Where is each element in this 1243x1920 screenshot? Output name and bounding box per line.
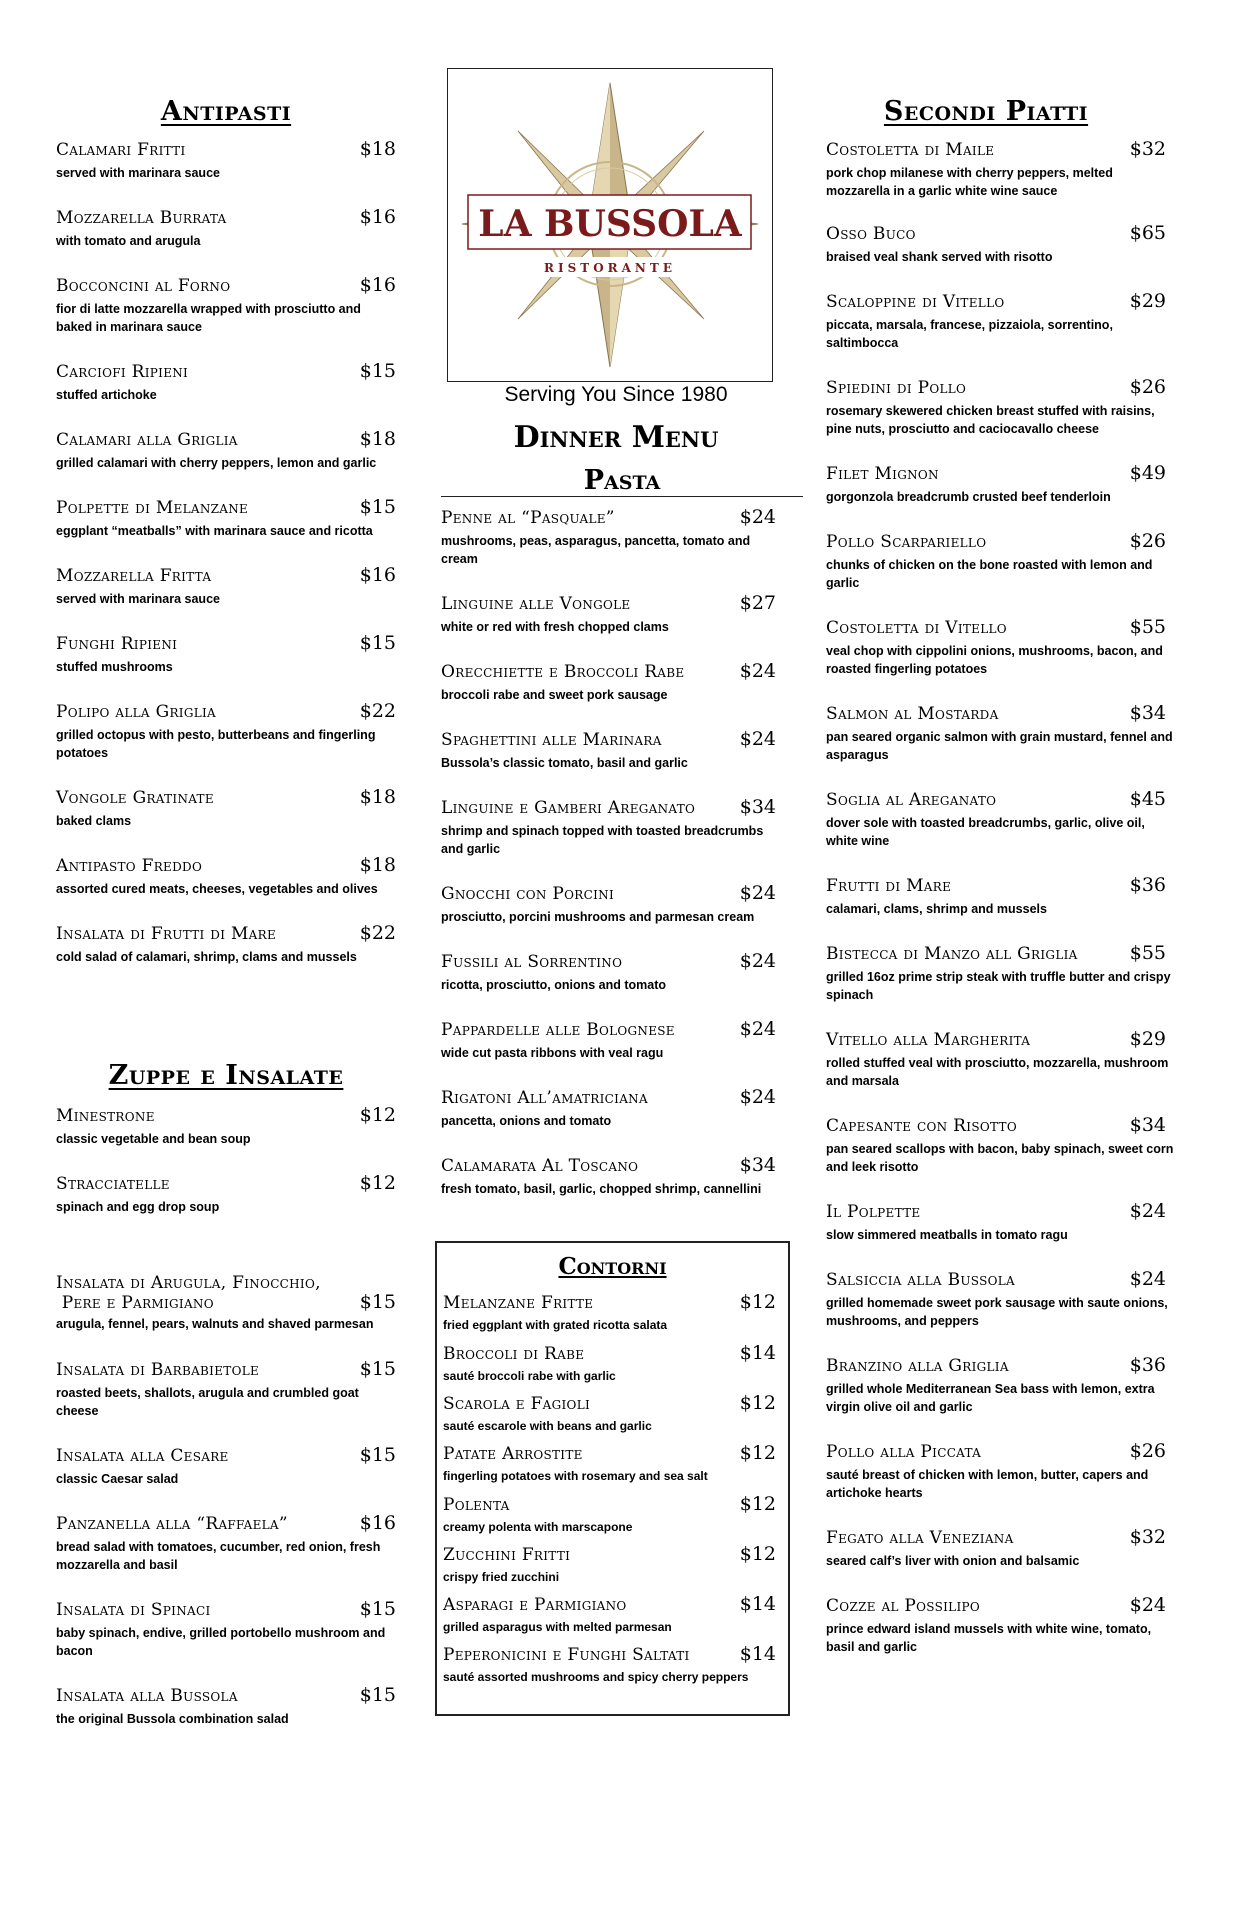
item-desc: fingerling potatoes with rosemary and sea salt xyxy=(443,1469,708,1483)
item-price: $32 xyxy=(1129,138,1166,160)
item-desc: piccata, marsala, francese, pizzaiola, sorrentino, saltimbocca xyxy=(826,318,1113,350)
item-desc: grilled calamari with cherry peppers, lemon and garlic xyxy=(56,456,377,470)
item-price: $15 xyxy=(359,1358,396,1380)
item-desc: pork chop milanese with cherry peppers, melted mozzarella in a garlic white wine sauce xyxy=(826,166,1113,198)
item-name: Rigatoni All’amatriciana xyxy=(441,1088,648,1108)
item-name: Vitello alla Margherita xyxy=(826,1030,1031,1050)
item-price: $12 xyxy=(739,1493,776,1515)
item-desc: sauté breast of chicken with lemon, butter, capers and artichoke hearts xyxy=(826,1468,1149,1500)
menu-item xyxy=(826,1356,1186,1416)
item-price: $24 xyxy=(739,1086,776,1108)
item-name: Stracciatelle xyxy=(56,1174,170,1194)
item-name: Bocconcini al Forno xyxy=(56,276,231,296)
item-name: Linguine alle Vongole xyxy=(441,594,631,614)
item-name: Bistecca di Manzo all Griglia xyxy=(826,944,1078,964)
item-desc: fried eggplant with grated ricotta salata xyxy=(443,1318,668,1332)
menu-item xyxy=(826,1528,1186,1570)
menu-item xyxy=(56,702,396,762)
item-price: $24 xyxy=(739,728,776,750)
item-price: $24 xyxy=(739,950,776,972)
item-price: $45 xyxy=(1129,788,1166,810)
item-name: Polipo alla Griglia xyxy=(56,702,216,722)
item-desc: rolled stuffed veal with prosciutto, mozzarella, mushroom and marsala xyxy=(826,1056,1169,1088)
item-price: $55 xyxy=(1129,942,1166,964)
menu-item xyxy=(441,952,776,994)
item-name: Vongole Gratinate xyxy=(56,788,214,808)
menu-item xyxy=(441,798,776,858)
item-price: $26 xyxy=(1129,376,1166,398)
item-name: Calamari alla Griglia xyxy=(56,430,238,450)
item-price: $34 xyxy=(1129,702,1166,724)
menu-item xyxy=(56,430,396,472)
menu-item xyxy=(56,788,396,830)
item-name: Fegato alla Veneziana xyxy=(826,1528,1014,1548)
item-price: $29 xyxy=(1129,290,1166,312)
item-desc: shrimp and spinach topped with toasted breadcrumbs and garlic xyxy=(441,824,764,856)
item-desc: stuffed mushrooms xyxy=(56,660,173,674)
item-price: $55 xyxy=(1129,616,1166,638)
item-price: $12 xyxy=(359,1172,396,1194)
menu-item xyxy=(443,1595,776,1635)
menu-item xyxy=(56,362,396,404)
item-price: $15 xyxy=(359,360,396,382)
item-price: $15 xyxy=(359,1444,396,1466)
menu-item xyxy=(56,1106,396,1148)
menu-item xyxy=(56,276,396,336)
item-name: Scaloppine di Vitello xyxy=(826,292,1005,312)
menu-item xyxy=(56,498,396,540)
item-name: Insalata alla Cesare xyxy=(56,1446,229,1466)
item-price: $18 xyxy=(359,138,396,160)
item-name: Frutti di Mare xyxy=(826,876,952,896)
menu-item xyxy=(56,924,396,966)
item-desc: grilled asparagus with melted parmesan xyxy=(443,1620,672,1634)
antipasti-title: Antipasti xyxy=(160,96,292,127)
menu-item xyxy=(443,1545,776,1585)
item-desc: broccoli rabe and sweet pork sausage xyxy=(441,688,668,702)
item-name: Insalata di Arugula, Finocchio, Pere e Parmigiano xyxy=(56,1273,321,1313)
menu-item xyxy=(443,1293,776,1333)
item-price: $18 xyxy=(359,428,396,450)
menu-item xyxy=(826,532,1186,592)
item-name: Il Polpette xyxy=(826,1202,921,1222)
item-price: $14 xyxy=(739,1593,776,1615)
item-price: $16 xyxy=(359,274,396,296)
item-price: $36 xyxy=(1129,1354,1166,1376)
menu-item xyxy=(826,1270,1186,1330)
menu-item xyxy=(56,1514,396,1574)
item-name: Insalata di Spinaci xyxy=(56,1600,211,1620)
menu-item xyxy=(56,1174,396,1216)
item-desc: dover sole with toasted breadcrumbs, garlic, olive oil, white wine xyxy=(826,816,1145,848)
item-name: Broccoli di Rabe xyxy=(443,1344,585,1364)
item-name: Patate Arrostite xyxy=(443,1444,583,1464)
item-desc: sauté broccoli rabe with garlic xyxy=(443,1369,616,1383)
item-price: $24 xyxy=(739,506,776,528)
item-price: $24 xyxy=(1129,1268,1166,1290)
item-name: Asparagi e Parmigiano xyxy=(443,1595,627,1615)
item-name: Pollo Scarpariello xyxy=(826,532,987,552)
menu-item xyxy=(441,1020,776,1062)
item-price: $24 xyxy=(739,882,776,904)
menu-item xyxy=(443,1444,776,1484)
item-desc: crispy fried zucchini xyxy=(443,1570,560,1584)
item-name: Calamari Fritti xyxy=(56,140,186,160)
item-name: Linguine e Gamberi Areganato xyxy=(441,798,696,818)
item-desc: roasted beets, shallots, arugula and crumbled goat cheese xyxy=(56,1386,359,1418)
item-desc: calamari, clams, shrimp and mussels xyxy=(826,902,1047,916)
item-price: $34 xyxy=(739,796,776,818)
menu-item xyxy=(441,594,776,636)
item-price: $65 xyxy=(1129,222,1166,244)
item-price: $18 xyxy=(359,854,396,876)
item-name: Orecchiette e Broccoli Rabe xyxy=(441,662,685,682)
item-desc: eggplant “meatballs” with marinara sauce and ricotta xyxy=(56,524,373,538)
menu-item xyxy=(441,730,776,772)
menu-item xyxy=(441,508,776,568)
item-name: Mozzarella Fritta xyxy=(56,566,212,586)
item-name: Funghi Ripieni xyxy=(56,634,178,654)
item-desc: grilled whole Mediterranean Sea bass with lemon, extra virgin olive oil and garlic xyxy=(826,1382,1155,1414)
item-name: Carciofi Ripieni xyxy=(56,362,189,382)
item-name: Salsiccia alla Bussola xyxy=(826,1270,1015,1290)
item-name: Salmon al Mostarda xyxy=(826,704,999,724)
item-price: $16 xyxy=(359,564,396,586)
item-desc: fior di latte mozzarella wrapped with prosciutto and baked in marinara sauce xyxy=(56,302,361,334)
item-name: Melanzane Fritte xyxy=(443,1293,594,1313)
item-price: $24 xyxy=(739,1018,776,1040)
item-desc: rosemary skewered chicken breast stuffed with raisins, pine nuts, prosciutto and caciocavallo cheese xyxy=(826,404,1155,436)
item-desc: prosciutto, porcini mushrooms and parmesan cream xyxy=(441,910,755,924)
item-desc: arugula, fennel, pears, walnuts and shaved parmesan xyxy=(56,1317,374,1331)
item-price: $27 xyxy=(739,592,776,614)
item-name: Cozze al Possilipo xyxy=(826,1596,980,1616)
menu-item xyxy=(443,1394,776,1434)
divider xyxy=(441,496,803,497)
item-price: $15 xyxy=(359,1684,396,1706)
menu-title: Dinner Menu xyxy=(513,420,719,455)
menu-item xyxy=(441,1088,776,1130)
item-name: Pollo alla Piccata xyxy=(826,1442,982,1462)
menu-item xyxy=(443,1344,776,1384)
item-name: Capesante con Risotto xyxy=(826,1116,1017,1136)
logo-name: LA BUSSOLA xyxy=(478,203,742,245)
logo-box xyxy=(447,68,773,382)
item-price: $22 xyxy=(359,700,396,722)
item-desc: slow simmered meatballs in tomato ragu xyxy=(826,1228,1068,1242)
item-name: Zucchini Fritti xyxy=(443,1545,571,1565)
menu-item xyxy=(826,1030,1186,1090)
item-desc: spinach and egg drop soup xyxy=(56,1200,220,1214)
menu-item xyxy=(826,1202,1186,1244)
item-price: $12 xyxy=(359,1104,396,1126)
item-price: $12 xyxy=(739,1442,776,1464)
item-price: $49 xyxy=(1129,462,1166,484)
item-price: $12 xyxy=(739,1392,776,1414)
menu-item xyxy=(56,566,396,608)
item-name: Minestrone xyxy=(56,1106,155,1126)
item-name: Spaghettini alle Marinara xyxy=(441,730,662,750)
item-desc: classic Caesar salad xyxy=(56,1472,179,1486)
menu-item xyxy=(826,704,1186,764)
menu-item xyxy=(443,1645,776,1685)
item-name: Polenta xyxy=(443,1495,510,1515)
menu-item xyxy=(826,876,1186,918)
item-price: $18 xyxy=(359,786,396,808)
item-price: $16 xyxy=(359,1512,396,1534)
menu-item xyxy=(826,378,1186,438)
item-desc: seared calf’s liver with onion and balsamic xyxy=(826,1554,1080,1568)
item-name: Polpette di Melanzane xyxy=(56,498,249,518)
item-name: Scarola e Fagioli xyxy=(443,1394,591,1414)
item-name: Spiedini di Pollo xyxy=(826,378,967,398)
item-price: $26 xyxy=(1129,530,1166,552)
item-desc: sauté escarole with beans and garlic xyxy=(443,1419,652,1433)
item-name: Fussili al Sorrentino xyxy=(441,952,623,972)
item-price: $24 xyxy=(739,660,776,682)
item-price: $32 xyxy=(1129,1526,1166,1548)
item-desc: braised veal shank served with risotto xyxy=(826,250,1053,264)
item-desc: wide cut pasta ribbons with veal ragu xyxy=(441,1046,664,1060)
logo-subtitle: RISTORANTE xyxy=(544,261,676,275)
item-name: Panzanella alla “Raffaela” xyxy=(56,1514,288,1534)
menu-item xyxy=(56,856,396,898)
item-desc: stuffed artichoke xyxy=(56,388,157,402)
menu-item xyxy=(56,1600,396,1660)
item-desc: assorted cured meats, cheeses, vegetables and olives xyxy=(56,882,378,896)
menu-item xyxy=(826,1596,1186,1656)
contorni-box xyxy=(435,1241,790,1716)
pasta-title: Pasta xyxy=(583,465,661,496)
menu-item xyxy=(826,224,1186,266)
item-desc: ricotta, prosciutto, onions and tomato xyxy=(441,978,666,992)
item-desc: mushrooms, peas, asparagus, pancetta, tomato and cream xyxy=(441,534,751,566)
item-name: Insalata alla Bussola xyxy=(56,1686,238,1706)
tagline: Serving You Since 1980 xyxy=(504,383,728,406)
item-name: Soglia al Areganato xyxy=(826,790,997,810)
item-desc: bread salad with tomatoes, cucumber, red onion, fresh mozzarella and basil xyxy=(56,1540,381,1572)
item-name: Mozzarella Burrata xyxy=(56,208,227,228)
item-price: $24 xyxy=(1129,1594,1166,1616)
menu-item xyxy=(826,618,1186,678)
item-desc: creamy polenta with marscapone xyxy=(443,1520,633,1534)
item-desc: served with marinara sauce xyxy=(56,592,220,606)
item-price: $15 xyxy=(359,1291,396,1313)
item-name: Gnocchi con Porcini xyxy=(441,884,614,904)
item-name: Filet Mignon xyxy=(826,464,939,484)
item-price: $22 xyxy=(359,922,396,944)
item-desc: pan seared organic salmon with grain mustard, fennel and asparagus xyxy=(826,730,1173,762)
item-desc: sauté assorted mushrooms and spicy cherry peppers xyxy=(443,1670,749,1684)
item-price: $26 xyxy=(1129,1440,1166,1462)
menu-item xyxy=(826,140,1186,200)
item-name: Branzino alla Griglia xyxy=(826,1356,1009,1376)
menu-item xyxy=(56,1686,396,1728)
menu-item xyxy=(826,1442,1186,1502)
item-price: $36 xyxy=(1129,874,1166,896)
item-desc: prince edward island mussels with white wine, tomato, basil and garlic xyxy=(826,1622,1152,1654)
item-desc: grilled homemade sweet pork sausage with saute onions, mushrooms, and peppers xyxy=(826,1296,1168,1328)
item-name: Osso Buco xyxy=(826,224,916,244)
item-price: $29 xyxy=(1129,1028,1166,1050)
item-price: $14 xyxy=(739,1643,776,1665)
item-name: Insalata di Barbabietole xyxy=(56,1360,260,1380)
item-price: $34 xyxy=(739,1154,776,1176)
contorni-title: Contorni xyxy=(558,1253,667,1280)
item-price: $16 xyxy=(359,206,396,228)
menu-item xyxy=(56,208,396,250)
item-desc: cold salad of calamari, shrimp, clams and mussels xyxy=(56,950,357,964)
item-name: Costoletta di Vitello xyxy=(826,618,1007,638)
item-desc: with tomato and arugula xyxy=(56,234,201,248)
item-name: Calamarata Al Toscano xyxy=(441,1156,639,1176)
item-price: $34 xyxy=(1129,1114,1166,1136)
zuppe-title: Zuppe e Insalate xyxy=(108,1060,344,1091)
item-name: Antipasto Freddo xyxy=(56,856,203,876)
menu-item xyxy=(441,662,776,704)
item-desc: grilled octopus with pesto, butterbeans and fingerling potatoes xyxy=(56,728,376,760)
menu-item xyxy=(56,140,396,182)
item-desc: baked clams xyxy=(56,814,132,828)
item-price: $14 xyxy=(739,1342,776,1364)
item-price: $15 xyxy=(359,496,396,518)
item-desc: pancetta, onions and tomato xyxy=(441,1114,612,1128)
menu-item xyxy=(56,1360,396,1420)
compass-logo xyxy=(448,69,771,380)
item-price: $12 xyxy=(739,1291,776,1313)
item-desc: the original Bussola combination salad xyxy=(56,1712,289,1726)
item-name: Costoletta di Maile xyxy=(826,140,995,160)
item-desc: chunks of chicken on the bone roasted with lemon and garlic xyxy=(826,558,1153,590)
item-desc: Bussola’s classic tomato, basil and garlic xyxy=(441,756,688,770)
item-price: $24 xyxy=(1129,1200,1166,1222)
item-name: Peperonicini e Funghi Saltati xyxy=(443,1645,690,1665)
item-desc: grilled 16oz prime strip steak with truffle butter and crispy spinach xyxy=(826,970,1171,1002)
item-name: Pappardelle alle Bolognese xyxy=(441,1020,675,1040)
menu-item xyxy=(56,634,396,676)
item-price: $12 xyxy=(739,1543,776,1565)
menu-item xyxy=(56,1446,396,1488)
item-name: Penne al “Pasquale” xyxy=(441,508,615,528)
menu-item xyxy=(441,1156,776,1198)
item-desc: served with marinara sauce xyxy=(56,166,220,180)
item-price: $15 xyxy=(359,1598,396,1620)
item-desc: white or red with fresh chopped clams xyxy=(441,620,669,634)
menu-item xyxy=(441,884,776,926)
item-desc: veal chop with cippolini onions, mushrooms, bacon, and roasted fingerling potatoes xyxy=(826,644,1163,676)
item-desc: gorgonzola breadcrumb crusted beef tenderloin xyxy=(826,490,1111,504)
menu-item xyxy=(443,1495,776,1535)
menu-item xyxy=(826,1116,1186,1176)
menu-item xyxy=(826,292,1186,352)
item-name: Insalata di Frutti di Mare xyxy=(56,924,277,944)
item-desc: baby spinach, endive, grilled portobello mushroom and bacon xyxy=(56,1626,386,1658)
menu-item xyxy=(826,790,1186,850)
item-desc: fresh tomato, basil, garlic, chopped shrimp, cannellini xyxy=(441,1182,762,1196)
menu-item xyxy=(56,1273,396,1333)
item-price: $15 xyxy=(359,632,396,654)
secondi-title: Secondi Piatti xyxy=(883,96,1089,127)
item-desc: pan seared scallops with bacon, baby spinach, sweet corn and leek risotto xyxy=(826,1142,1174,1174)
menu-item xyxy=(826,944,1186,1004)
menu-item xyxy=(826,464,1186,506)
item-desc: classic vegetable and bean soup xyxy=(56,1132,251,1146)
